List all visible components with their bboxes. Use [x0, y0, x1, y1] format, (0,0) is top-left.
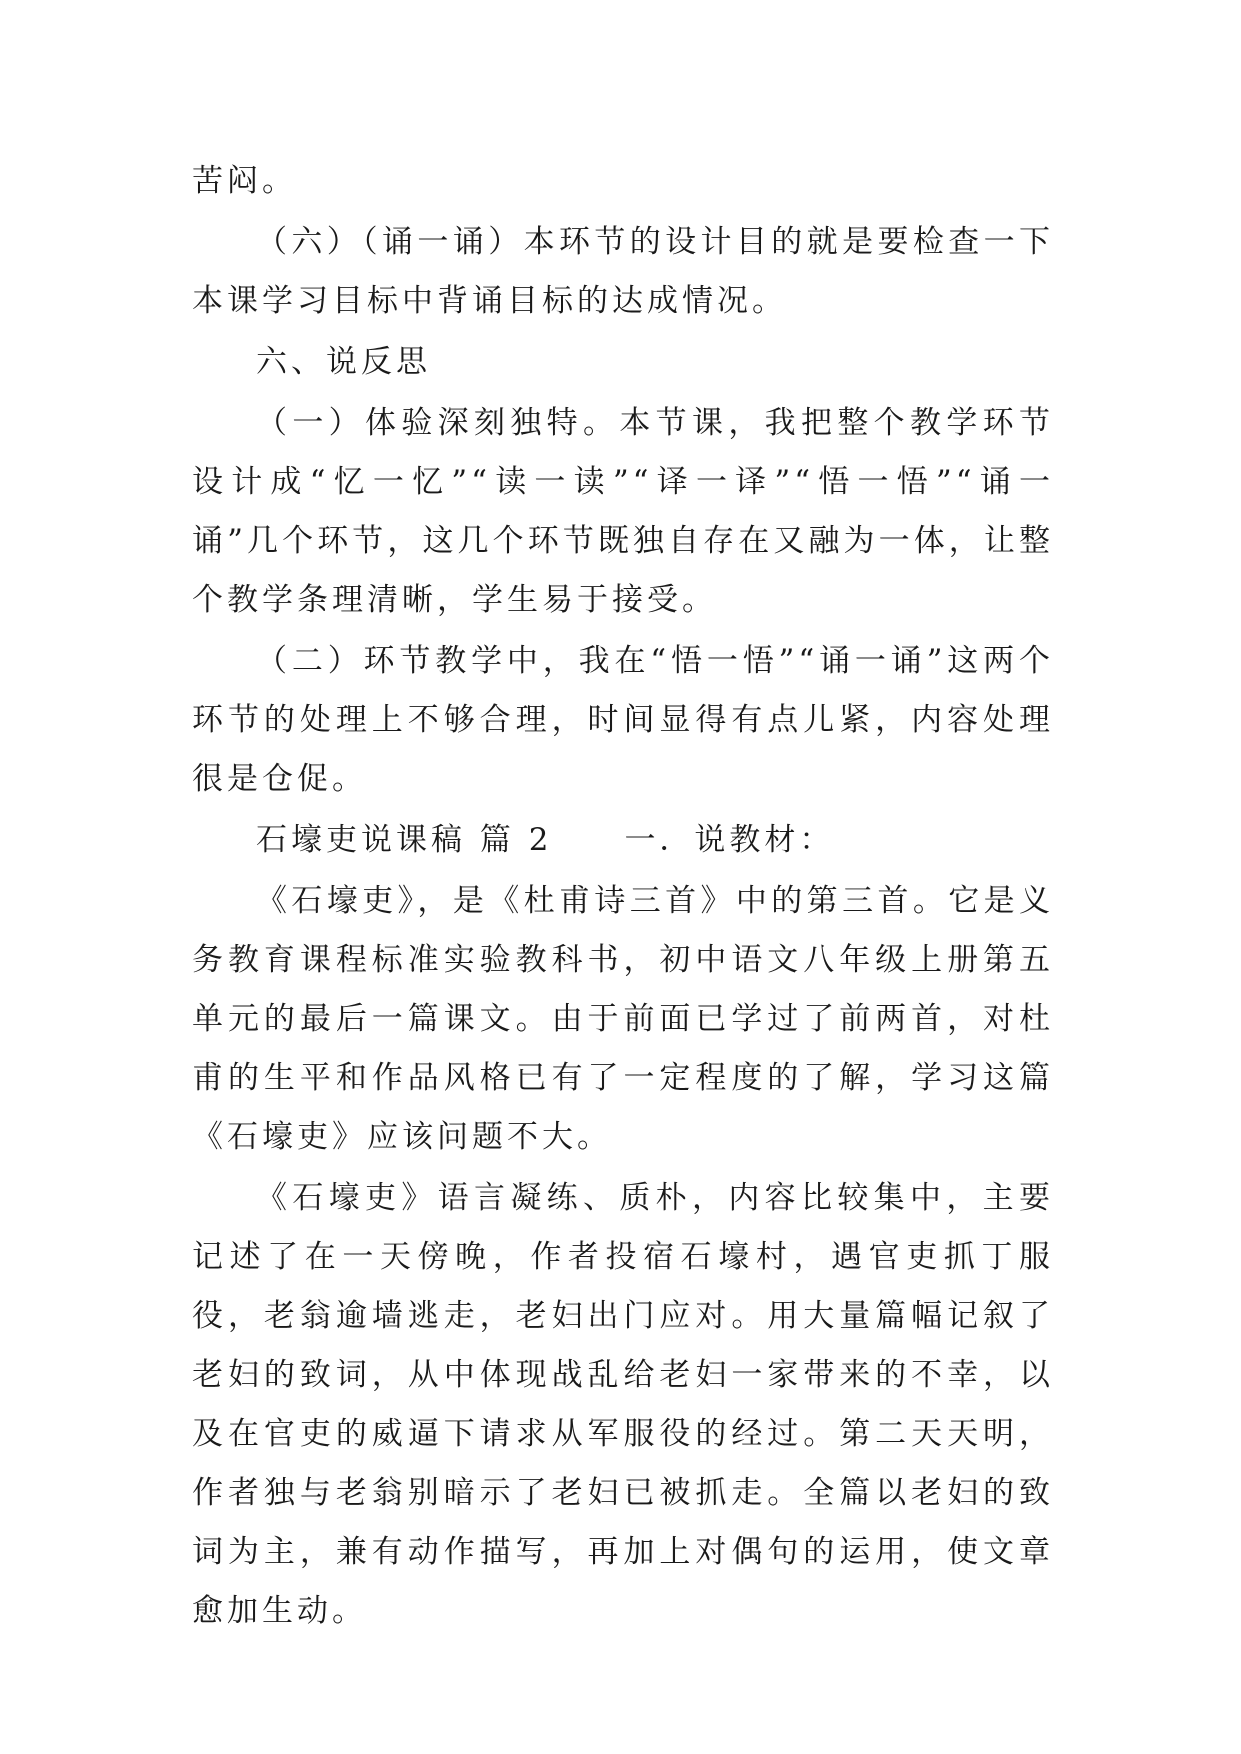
lesson-2-title: 石壕吏说课稿 篇 2 — [256, 822, 553, 858]
section-heading-reflection: 六、说反思 — [256, 344, 431, 380]
lesson-2-subtitle: 一．说教材： — [624, 822, 835, 858]
paragraph-reflection-one: （一）体验深刻独特。本节课，我把整个教学环节设计成“忆一忆”“读一读”“译一译”“悟一悟”“诵一诵”几个环节，这几个环节既独自存在又融为一体，让整个教学条理清晰，学生易于接受。 — [192, 405, 1054, 618]
paragraph-recite-step: （六）（诵一诵）本环节的设计目的就是要检查一下本课学习目标中背诵目标的达成情况。 — [192, 224, 1054, 319]
paragraph-content-summary: 《石壕吏》语言凝练、质朴，内容比较集中，主要记述了在一天傍晚，作者投宿石壕村，遇官吏抓丁服役，老翁逾墙逃走，老妇出门应对。用大量篇幅记叙了老妇的致词，从中体现战乱给老妇一家带来的不幸，以及在官吏的威逼下请求从军服役的经过。第二天天明，作者独与老翁别暗示了老妇已被抓走。全篇以老妇的致词为主，兼有动作描写，再加上对偶句的运用，使文章愈加生动。 — [192, 1180, 1054, 1629]
section-heading-lesson-2 — [192, 811, 1054, 870]
paragraph-textbook-intro: 《石壕吏》，是《杜甫诗三首》中的第三首。它是义务教育课程标准实验教科书，初中语文八年级上册第五单元的最后一篇课文。由于前面已学过了前两首，对杜甫的生平和作品风格已有了一定程度的了解，学习这篇《石壕吏》应该问题不大。 — [192, 883, 1054, 1155]
paragraph-reflection-two: （二）环节教学中，我在“悟一悟”“诵一诵”这两个环节的处理上不够合理，时间显得有点儿紧，内容处理很是仓促。 — [192, 643, 1054, 797]
paragraph-continuation: 苦闷。 — [192, 163, 297, 199]
document-page — [192, 152, 1054, 1643]
